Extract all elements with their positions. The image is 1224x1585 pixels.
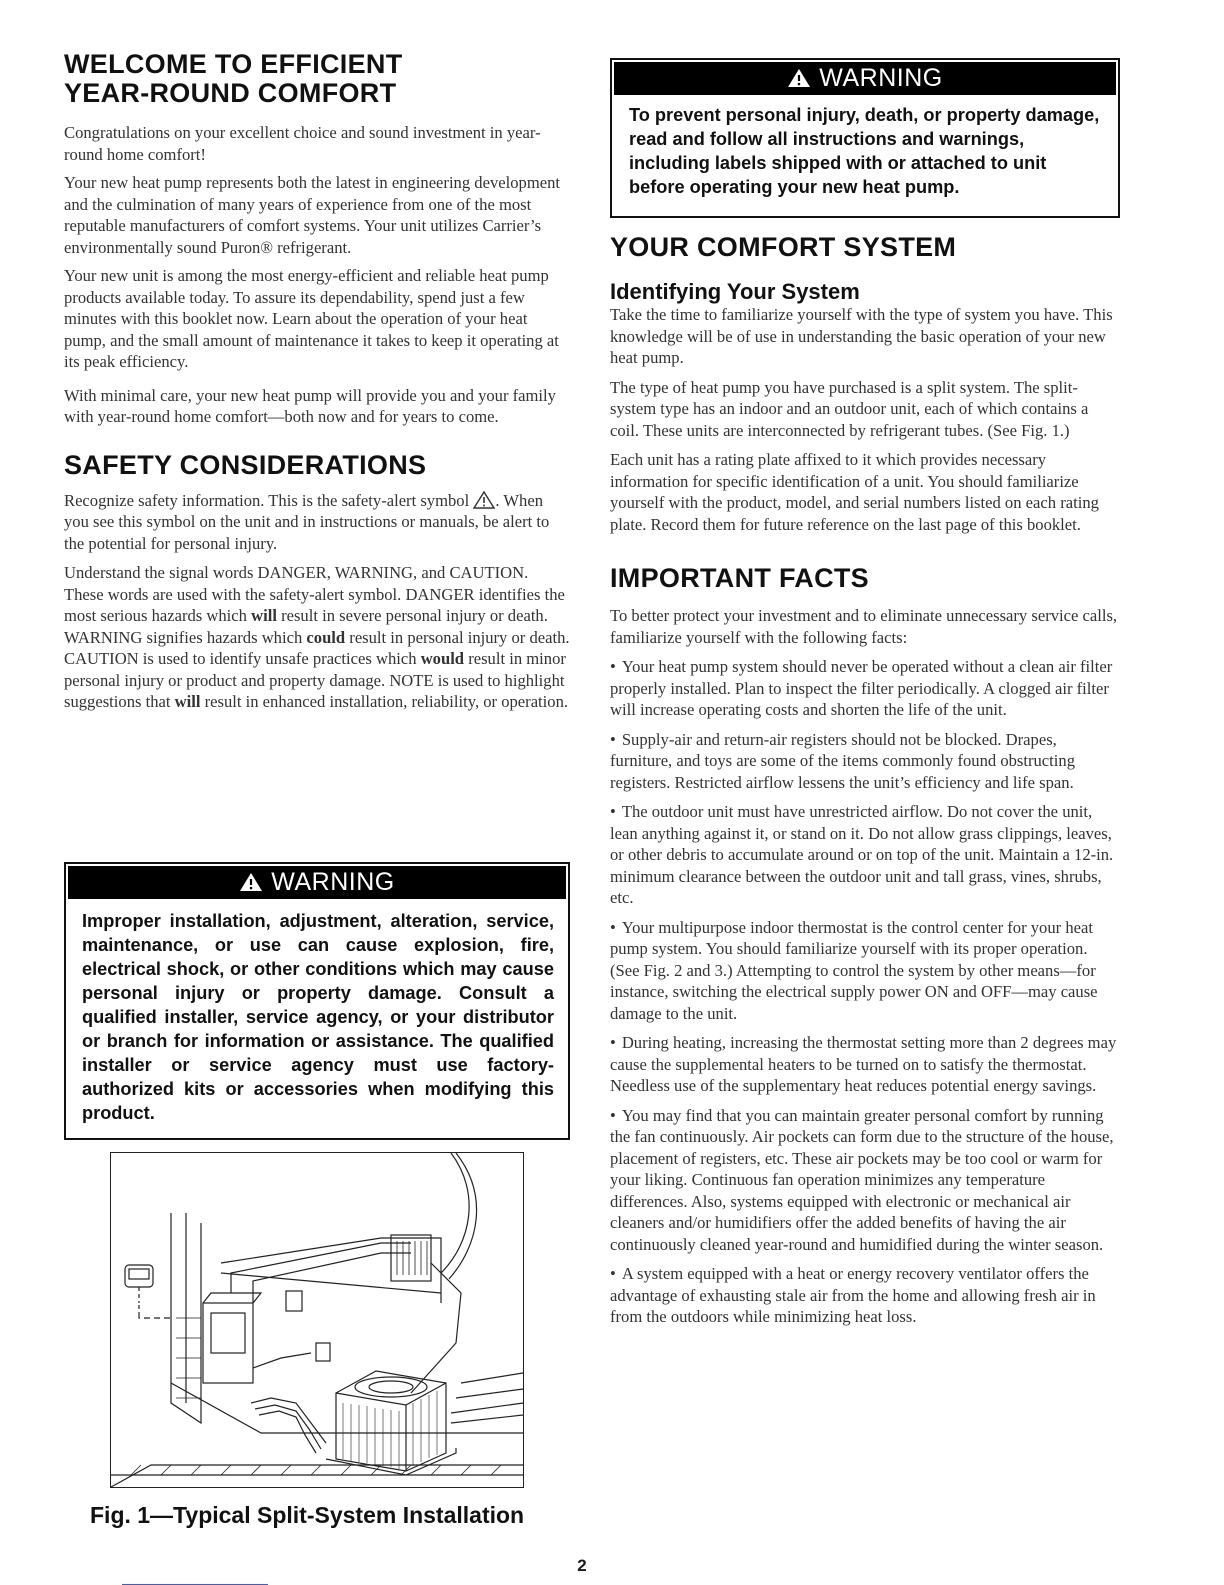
warning-box-prevent-injury: [610, 58, 1120, 218]
welcome-paragraph: Congratulations on your excellent choice and sound investment in year-round home comfort!: [64, 123, 541, 164]
signal-text: result in personal injury or death. CAUTION is used to identify unsafe practices which: [64, 627, 570, 668]
safety-paragraph: [64, 490, 570, 555]
right-column: [610, 232, 1118, 1328]
warning-text: Improper installation, adjustment, alteration, service, maintenance, or use can cause explosion, fire, electrical shock, or other conditions which may cause personal injury or property damage. Consult a qualified installer, service agency, or your distributor or branch for information or assistance. The qualified installer or service agency must use factory-authorized kits or accessories when modifying this product.: [82, 911, 554, 1123]
fact-item: • Your heat pump system should never be operated without a clean air filter properly installed. Plan to inspect the filter periodically. A clogged air filter will increase operating costs and shorten the life of the unit.: [610, 656, 1118, 721]
signal-bold: would: [420, 649, 465, 668]
fact-item: • Your multipurpose indoor thermostat is the control center for your heat pump system. You should familiarize yourself with its proper operation. (See Fig. 2 and 3.) Attempting to control the system by other means—for instance, switching the electrical supply power ON and OFF—may cause damage to the unit.: [610, 917, 1118, 1025]
figure-split-system: [110, 1152, 524, 1488]
signal-bold: could: [306, 627, 346, 647]
fact-item: • During heating, increasing the thermostat setting more than 2 degrees may cause the supplemental heaters to be turned on to satisfy the thermostat. Needless use of the supplementary heat reduces potential energy savings.: [610, 1032, 1118, 1097]
welcome-heading-line-1: WELCOME TO EFFICIENT: [64, 49, 403, 79]
fact-item: • The outdoor unit must have unrestricted airflow. Do not cover the unit, lean anything against it, or stand on it. Do not allow grass clippings, leaves, or other debris to accumulate around or on top of the unit. Maintain a 12-in. minimum clearance between the outdoor unit and tall grass, vines, shrubs, etc.: [610, 801, 1118, 909]
warning-triangle-icon: [239, 872, 263, 892]
identifying-paragraph: The type of heat pump you have purchased is a split system. The split-system type has an indoor and an outdoor unit, each of which contains a coil. These units are interconnected by refrigerant tubes. (See Fig. 1.): [610, 377, 1089, 440]
comfort-system-heading: YOUR COMFORT SYSTEM: [610, 232, 957, 262]
identifying-heading: Identifying Your System: [610, 279, 860, 304]
important-facts-heading: IMPORTANT FACTS: [610, 563, 869, 593]
safety-text: . When you see this symbol on the unit and in instructions or manuals, be alert to the potential for personal injury.: [64, 490, 550, 553]
left-column: [64, 50, 570, 713]
signal-bold: will: [174, 692, 201, 711]
signal-text: Understand the signal words DANGER, WARNING, and CAUTION. These words are used with the safety-alert symbol. DANGER identifies the most serious hazards which: [64, 563, 565, 625]
fact-item: • You may find that you can maintain greater personal comfort by running the fan continuously. Air pockets can form due to the structure of the house, placement of registers, etc. These air pockets may be too cool or warm for your liking. Continuous fan operation minimizes any temperature differences. Also, systems equipped with electronic or mechanical air cleaners and/or humidifiers offer the added benefits of having the air continuously cleaned year-round and humidified during the winter season.: [610, 1105, 1118, 1256]
warning-triangle-icon: [787, 68, 811, 88]
welcome-heading-line-2: YEAR-ROUND COMFORT: [64, 78, 397, 108]
signal-text: result in minor personal injury or product and property damage. NOTE is used to highlight suggestions that: [64, 649, 566, 711]
warning-title: WARNING: [819, 64, 943, 92]
figure-caption: Fig. 1—Typical Split-System Installation: [90, 1502, 525, 1528]
signal-bold: will: [251, 606, 277, 625]
warning-title: WARNING: [271, 868, 395, 896]
warning-text: To prevent personal injury, death, or property damage, read and follow all instructions and warnings, including labels shipped with or attached to unit before operating your new heat pump.: [629, 105, 1100, 197]
fact-item: • Supply-air and return-air registers should not be blocked. Drapes, furniture, and toys are some of the items commonly found obstructing registers. Restricted airflow lessens the unit’s efficiency and life span.: [610, 729, 1118, 794]
safety-text: Recognize safety information. This is the safety-alert symbol: [64, 490, 470, 510]
identifying-paragraph: Take the time to familiarize yourself with the type of system you have. This knowledge will be of use in understanding the basic operation of your new heat pump.: [610, 305, 1113, 367]
welcome-paragraph: Your new unit is among the most energy-efficient and reliable heat pump products available today. To assure its dependability, spend just a few minutes with this booklet now. Learn about the operation of your heat pump, and the small amount of maintenance it takes to keep it operating at its peak efficiency.: [64, 266, 559, 371]
warning-header: [614, 62, 1116, 95]
page-number: 2: [577, 1556, 587, 1575]
welcome-heading: [64, 50, 570, 108]
signal-text: result in severe personal injury or death. WARNING signifies hazards which: [64, 606, 548, 647]
split-system-illustration: [111, 1153, 523, 1487]
signal-words-paragraph: [64, 562, 570, 713]
facts-intro: To better protect your investment and to eliminate unnecessary service calls, familiarize yourself with the following facts:: [610, 606, 1118, 647]
safety-heading: SAFETY CONSIDERATIONS: [64, 449, 427, 480]
safety-alert-icon: [473, 491, 495, 509]
signal-text: result in enhanced installation, reliability, or operation.: [200, 692, 569, 711]
welcome-paragraph: With minimal care, your new heat pump will provide you and your family with year-round home comfort—both now and for years to come.: [64, 385, 556, 426]
warning-header: [68, 866, 566, 899]
fact-item: • A system equipped with a heat or energy recovery ventilator offers the advantage of exhausting stale air from the home and allowing fresh air in from the outdoors while minimizing heat loss.: [610, 1263, 1118, 1328]
warning-box-installation: [64, 862, 570, 1140]
welcome-paragraph: Your new heat pump represents both the latest in engineering development and the culmination of many years of experience from one of the most reputable manufacturers of comfort systems. Your unit utilizes Carrier’s environmentally sound Puron® refrigerant.: [64, 173, 561, 257]
identifying-paragraph: Each unit has a rating plate affixed to it which provides necessary information for specific identification of a unit. You should familiarize yourself with the product, model, and serial numbers listed on each rating plate. Record them for future reference on the last page of this booklet.: [610, 450, 1099, 534]
